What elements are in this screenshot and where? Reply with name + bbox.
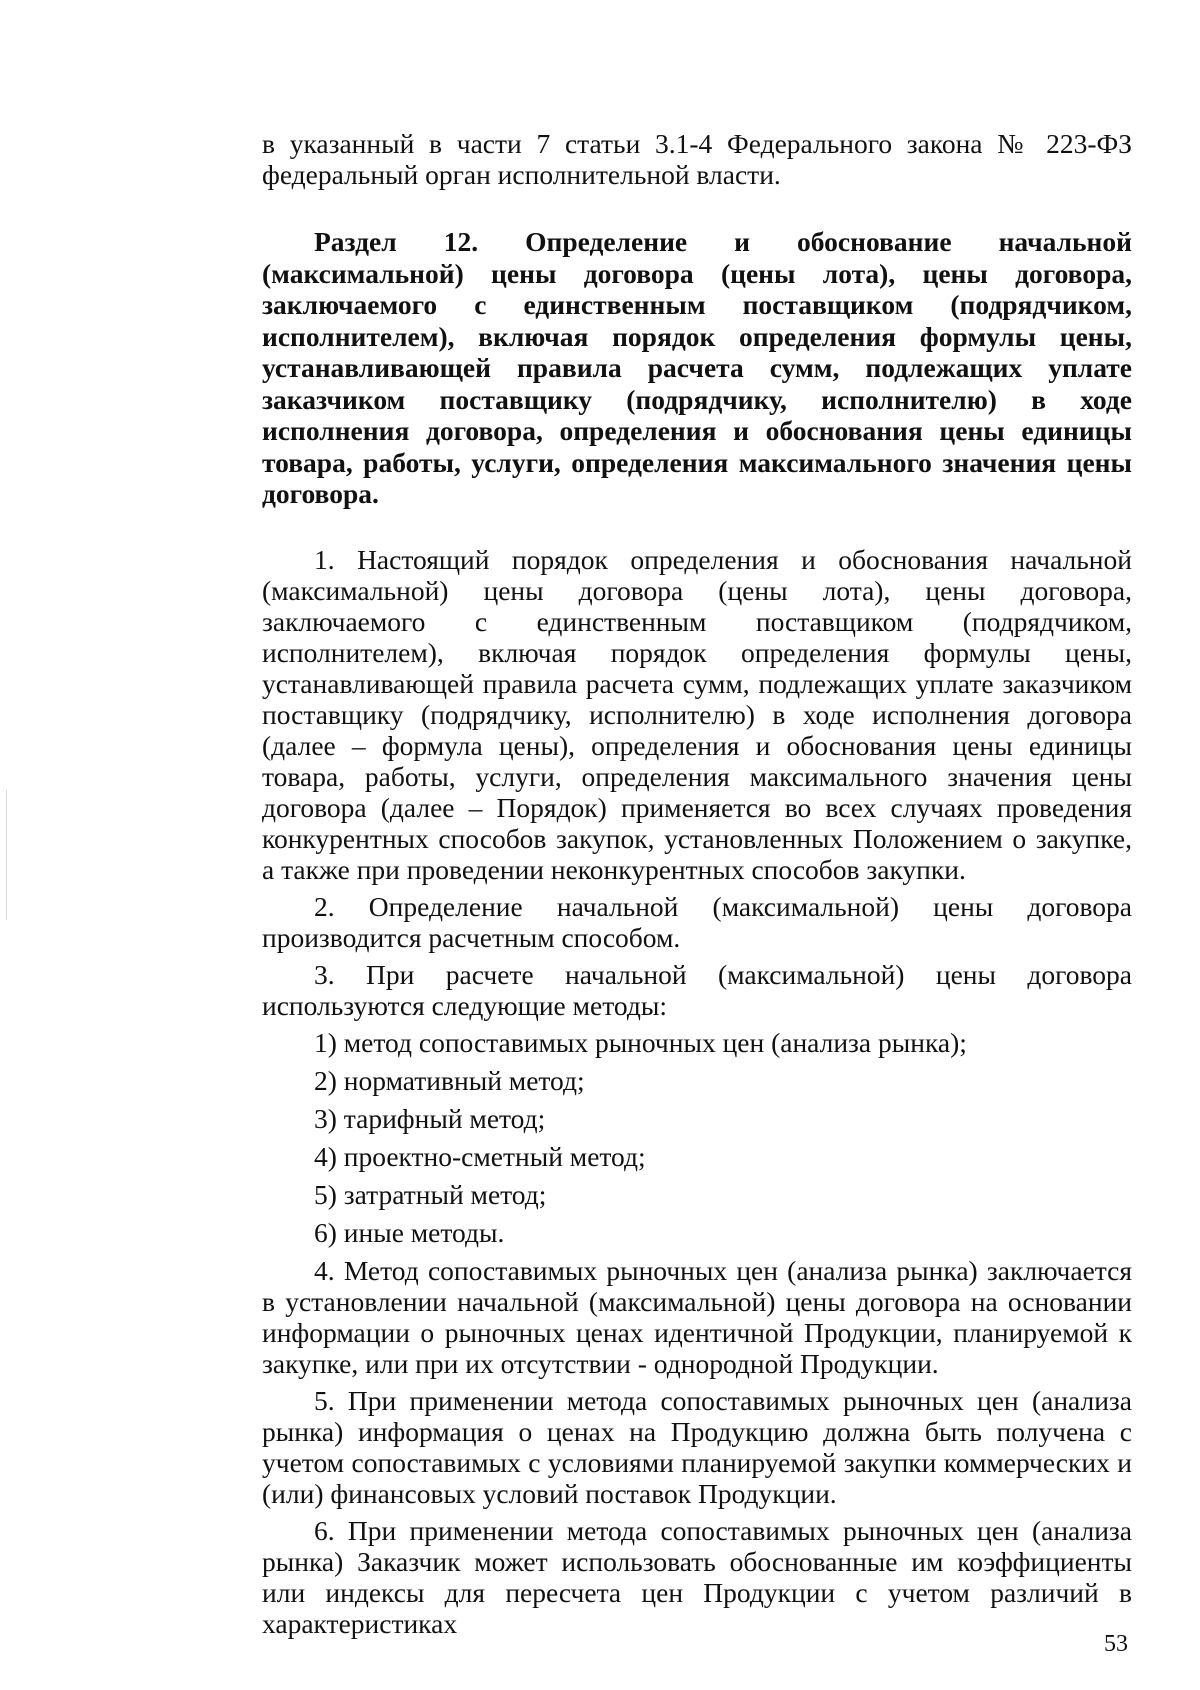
page-number: 53 <box>1104 1631 1128 1657</box>
list-item: 2) нормативный метод; <box>314 1064 585 1096</box>
paragraph-5: 5. При применении метода сопоставимых рыночных цен (анализа рынка) информация о ценах на Продукцию должна быть получена с учетом сопоставимых с условиями планируемой закупки коммерческих и (или) финансовых условий поставок Продукции. <box>262 1384 1132 1509</box>
list-item: 4) проектно-сметный метод; <box>314 1140 646 1172</box>
list-item: 3) тарифный метод; <box>314 1102 546 1134</box>
paragraph-2: 2. Определение начальной (максимальной) цены договора производится расчетным способом. <box>262 890 1132 953</box>
list-item: 1) метод сопоставимых рыночных цен (анализа рынка); <box>314 1026 967 1058</box>
paragraph-1: 1. Настоящий порядок определения и обоснования начальной (максимальной) цены договора (цены лота), цены договора, заключаемого с единственным поставщиком (подрядчиком, исполнителем), включая порядок определения формулы цены, устанавливающей правила расчета сумм, подлежащих уплате заказчиком поставщику (подрядчику, исполнителю) в ходе исполнения договора (далее – формула цены), определения и обоснования цены единицы товара, работы, услуги, определения максимального значения цены договора (далее – Порядок) применяется во всех случаях проведения конкурентных способов закупок, установленных Положением о закупке, а также при проведении неконкурентных способов закупки. <box>262 543 1132 885</box>
intro-paragraph: в указанный в части 7 статьи 3.1-4 Федерального закона № 223-ФЗ федеральный орган исполнительной власти. <box>262 128 1132 190</box>
section-heading: Раздел 12. Определение и обоснование начальной (максимальной) цены договора (цены лота), цены договора, заключаемого с единственным поставщиком (подрядчиком, исполнителем), включая порядок определения формулы цены, устанавливающей правила расчета сумм, подлежащих уплате заказчиком поставщику (подрядчику, исполнителю) в ходе исполнения договора, определения и обоснования цены единицы товара, работы, услуги, определения максимального значения цены договора. <box>262 226 1132 509</box>
page-content <box>262 128 1132 1645</box>
list-item: 5) затратный метод; <box>314 1178 547 1210</box>
paragraph-6: 6. При применении метода сопоставимых рыночных цен (анализа рынка) Заказчик может использовать обоснованные им коэффициенты или индексы для пересчета цен Продукции с учетом различий в характеристиках <box>262 1514 1132 1639</box>
methods-list <box>262 1027 1132 1248</box>
scan-edge-mark <box>6 790 7 920</box>
paragraph-3: 3. При расчете начальной (максимальной) цены договора используются следующие методы: <box>262 958 1132 1021</box>
list-item: 6) иные методы. <box>314 1216 505 1248</box>
paragraph-4: 4. Метод сопоставимых рыночных цен (анализа рынка) заключается в установлении начальной (максимальной) цены договора на основании информации о рыночных ценах идентичной Продукции, планируемой к закупке, или при их отсутствии - однородной Продукции. <box>262 1254 1132 1379</box>
